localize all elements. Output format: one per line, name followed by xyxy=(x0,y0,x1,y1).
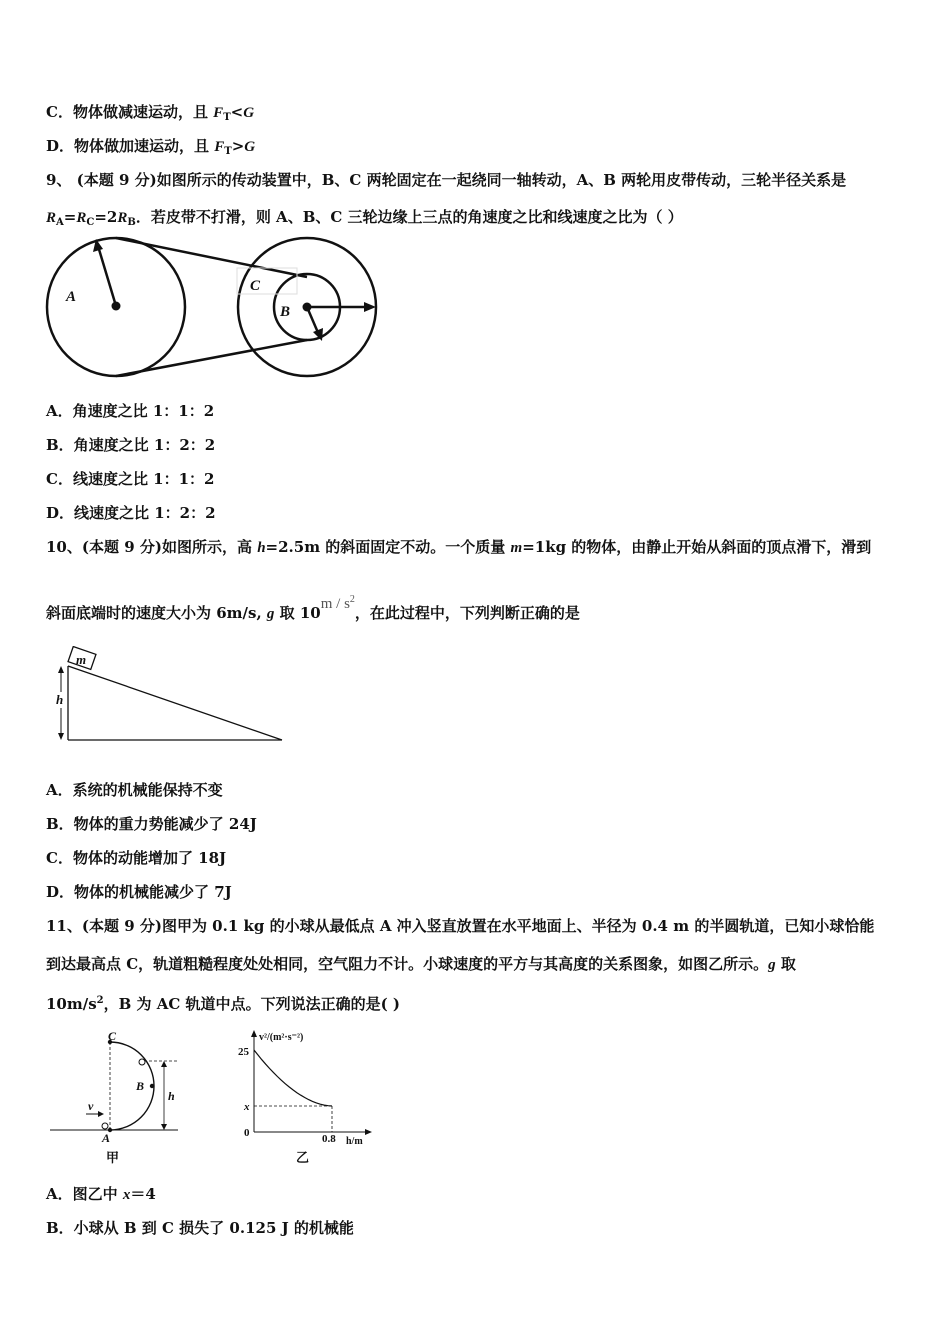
arrowhead-icon xyxy=(251,1030,257,1037)
q10-option-a[interactable]: A．系统的机械能保持不变 xyxy=(46,781,223,799)
incline-slope xyxy=(68,666,282,740)
label-b: B xyxy=(280,304,291,320)
q9-option-a[interactable]: A．角速度之比 1：1：2 xyxy=(46,402,215,420)
gravity-symbol: G xyxy=(244,139,256,155)
q10-incline-figure xyxy=(44,646,289,746)
q9-option-d[interactable]: D．线速度之比 1：2：2 xyxy=(46,504,216,522)
q11-option-b[interactable]: B．小球从 B 到 C 损失了 0.125 J 的机械能 xyxy=(46,1219,354,1237)
gravity-symbol: G xyxy=(243,105,255,121)
q11-stem-line3: $10m/s^2$，B 为 AC 轨道中点。下列说法正确的是( ) xyxy=(46,995,400,1013)
y-tick-25: 25 xyxy=(238,1046,249,1058)
arrowhead-icon xyxy=(98,1111,104,1117)
label-h: h xyxy=(56,692,64,707)
origin-label: 0 xyxy=(244,1127,250,1139)
label-h: h xyxy=(168,1089,175,1103)
y-tick-x: x xyxy=(244,1101,250,1113)
arrowhead-icon xyxy=(58,666,64,673)
q9-stem-line2: $R_A=R_C=2R_B$．若皮带不打滑，则 A、B、C 三轮边缘上三点的角速度之比和线速度之比为（ ） xyxy=(46,208,683,228)
caption-jia: 甲 xyxy=(106,1150,120,1165)
q9-belt-pulley-figure xyxy=(40,236,385,386)
label-c: C xyxy=(108,1029,117,1043)
subscript: T xyxy=(224,146,232,157)
label-a: A xyxy=(66,289,77,305)
q10-stem-line2: 斜面底端时的速度大小为 6m/s, g 取 $10m / s^2$，在此过程中，下列判断正确的是 xyxy=(46,594,580,622)
label-b: B xyxy=(136,1079,145,1093)
arrowhead-icon xyxy=(58,733,64,740)
label-a: A xyxy=(102,1131,111,1145)
label-v: v xyxy=(88,1099,94,1113)
label-m: m xyxy=(76,652,87,667)
option-text: D．物体做加速运动，且 xyxy=(46,137,215,155)
q8-option-c[interactable] xyxy=(46,102,254,128)
q11-stem-line2: 到达最高点 C，轨道粗糙程度处处相同，空气阻力不计。小球速度的平方与其高度的关系图象，如图乙所示。g 取 xyxy=(46,955,796,973)
force-symbol: F xyxy=(214,139,225,155)
arrowhead-icon xyxy=(161,1124,167,1130)
option-text: C．物体做减速运动，且 xyxy=(46,103,214,121)
arrowhead-icon xyxy=(161,1061,167,1067)
q10-option-d[interactable]: D．物体的机械能减少了 7J xyxy=(46,883,232,901)
x-axis-label: h/m xyxy=(346,1136,363,1147)
x-tick-0-8: 0.8 xyxy=(322,1133,336,1145)
unit-mps2: m / $s^2$ xyxy=(320,594,355,612)
point-b xyxy=(150,1084,154,1088)
relation: > xyxy=(231,137,245,155)
q9-option-c[interactable]: C．线速度之比 1：1：2 xyxy=(46,470,215,488)
q10-option-b[interactable]: B．物体的重力势能减少了 24J xyxy=(46,815,257,833)
q9-stem-rest: ．若皮带不打滑，则 A、B、C 三轮边缘上三点的角速度之比和线速度之比为（ ） xyxy=(135,208,683,226)
q8-option-d[interactable] xyxy=(46,136,255,162)
q10-option-c[interactable]: C．物体的动能增加了 18J xyxy=(46,849,227,867)
q11-semicircle-track-figure xyxy=(46,1028,186,1170)
semicircle-track xyxy=(110,1042,154,1130)
label-c: C xyxy=(250,278,261,294)
q10-stem-line1: 10、(本题 9 分)如图所示，高 h=2.5m 的斜面固定不动。一个质量 m=1kg 的物体，由静止开始从斜面的顶点滑下，滑到 xyxy=(46,538,872,556)
caption-yi: 乙 xyxy=(296,1150,310,1165)
q11-v2-h-graph xyxy=(228,1028,378,1170)
subscript: T xyxy=(223,112,231,123)
ball-a xyxy=(102,1123,108,1129)
q11-option-a[interactable]: A．图乙中 x＝4 xyxy=(46,1185,156,1203)
arrowhead-icon xyxy=(365,1129,372,1135)
q9-stem-line1: 9、 (本题 9 分)如图所示的传动装置中，B、C 两轮固定在一起绕同一轴转动，A、B 两轮用皮带传动，三轮半径关系是 xyxy=(46,171,847,189)
force-symbol: F xyxy=(213,105,224,121)
y-axis-label: v²/(m²·s⁻²) xyxy=(259,1032,304,1043)
data-curve xyxy=(254,1050,332,1106)
ball-top xyxy=(139,1059,145,1065)
radius-arrow-a xyxy=(98,246,116,306)
relation: < xyxy=(230,103,244,121)
q9-option-b[interactable]: B．角速度之比 1：2：2 xyxy=(46,436,216,454)
arrowhead-icon xyxy=(364,302,376,312)
q11-stem-line1: 11、(本题 9 分)图甲为 0.1 kg 的小球从最低点 A 冲入竖直放置在水平地面上、半径为 0.4 m 的半圆轨道，已知小球恰能 xyxy=(46,917,875,935)
